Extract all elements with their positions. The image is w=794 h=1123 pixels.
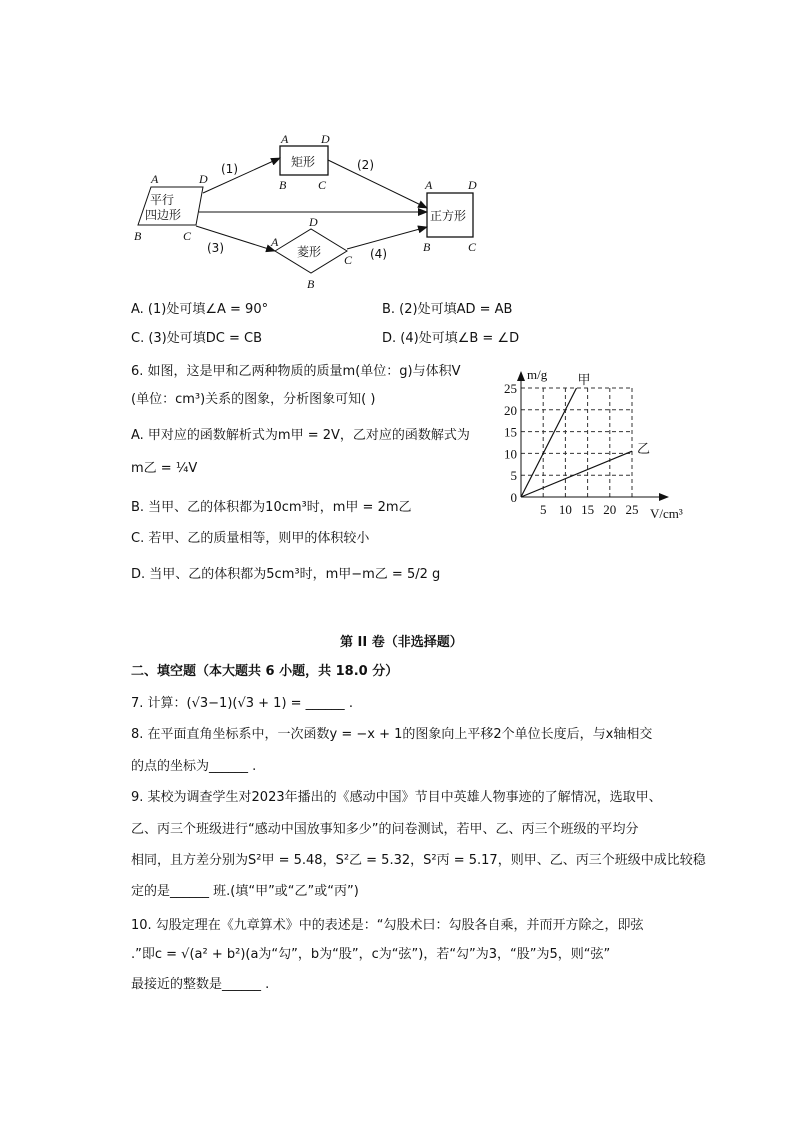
y-tick-label: 0 bbox=[510, 490, 517, 505]
step-1-label: (1) bbox=[221, 162, 238, 176]
q6-option-c: C. 若甲、乙的质量相等，则甲的体积较小 bbox=[131, 531, 370, 546]
series-line-yi bbox=[521, 451, 632, 497]
step-3-label: (3) bbox=[207, 241, 224, 255]
rhombus-label: 菱形 bbox=[297, 245, 322, 259]
step-2-label: (2) bbox=[357, 158, 374, 172]
svg-text:D: D bbox=[468, 178, 477, 192]
rectangle-label: 矩形 bbox=[291, 155, 316, 169]
q8-line-2: 的点的坐标为______ . bbox=[131, 759, 257, 774]
section-heading: 二、填空题（本大题共 6 小题，共 18.0 分） bbox=[131, 664, 399, 679]
parallelogram-label-1: 平行 bbox=[150, 193, 175, 207]
svg-text:B: B bbox=[307, 277, 315, 291]
q9-line-2: 乙、丙三个班级进行“感动中国放事知多少”的问卷测试，若甲、乙、丙三个班级的平均分 bbox=[131, 822, 639, 837]
y-tick-label: 15 bbox=[504, 424, 517, 440]
square-label: 正方形 bbox=[430, 209, 467, 223]
q5-option-b: B. (2)处可填AD = AB bbox=[382, 302, 513, 317]
q9-line-4: 定的是______ 班.(填“甲”或“乙”或“丙”) bbox=[131, 884, 359, 899]
svg-text:B: B bbox=[134, 229, 142, 243]
q6-option-a-2: m乙 = ¼V bbox=[131, 461, 198, 476]
q7: 7. 计算：(√3−1)(√3 + 1) = ______ . bbox=[131, 696, 353, 711]
y-tick-label: 20 bbox=[504, 402, 517, 418]
svg-text:D: D bbox=[199, 172, 208, 186]
q6-stem-1: 6. 如图，这是甲和乙两种物质的质量m(单位：g)与体积V bbox=[131, 364, 461, 379]
series-line-jia bbox=[521, 388, 577, 497]
q8-line-1: 8. 在平面直角坐标系中，一次函数y = −x + 1的图象向上平移2个单位长度后，与x轴相交 bbox=[131, 727, 653, 742]
svg-text:A: A bbox=[151, 172, 159, 186]
svg-text:C: C bbox=[344, 253, 353, 267]
x-tick-label: 5 bbox=[539, 502, 547, 517]
svg-text:D: D bbox=[309, 215, 318, 229]
y-tick-label: 25 bbox=[504, 381, 517, 396]
q9-line-3: 相同，且方差分别为S²甲 = 5.48，S²乙 = 5.32，S²丙 = 5.17，则甲、乙、丙三个班级中成比较稳 bbox=[131, 853, 706, 868]
q9-line-1: 9. 某校为调查学生对2023年播出的《感动中国》节目中英雄人物事迹的了解情况，选取甲、 bbox=[131, 790, 662, 805]
q10-line-1: 10. 勾股定理在《九章算术》中的表述是：“勾股术曰：勾股各自乘，并而开方除之，即弦 bbox=[131, 918, 644, 933]
x-axis-label: V/cm³ bbox=[650, 506, 683, 521]
x-tick-label: 15 bbox=[581, 502, 595, 517]
q5-option-a: A. (1)处可填∠A = 90° bbox=[131, 302, 269, 317]
x-tick-label: 20 bbox=[603, 502, 617, 517]
mass-volume-chart bbox=[0, 0, 794, 540]
q10-line-2: .”即c = √(a² + b²)(a为“勾”，b为“股”，c为“弦”)，若“勾”为3，“股”为5，则“弦” bbox=[131, 947, 611, 962]
series-label: 甲 bbox=[577, 372, 591, 387]
svg-text:C: C bbox=[183, 229, 192, 243]
q6-option-a-1: A. 甲对应的函数解析式为m甲 = 2V，乙对应的函数解式为 bbox=[131, 428, 470, 443]
svg-text:B: B bbox=[279, 178, 287, 192]
y-tick-label: 10 bbox=[504, 446, 517, 462]
svg-text:A: A bbox=[281, 132, 289, 146]
y-tick-label: 5 bbox=[510, 468, 517, 484]
svg-text:A: A bbox=[271, 235, 279, 249]
svg-text:B: B bbox=[423, 240, 431, 254]
q5-option-d: D. (4)处可填∠B = ∠D bbox=[382, 331, 520, 346]
x-tick-label: 10 bbox=[558, 502, 572, 517]
q6-option-d: D. 当甲、乙的体积都为5cm³时，m甲−m乙 = 5/2 g bbox=[131, 567, 441, 582]
y-axis-label: m/g bbox=[527, 367, 548, 382]
q10-line-3: 最接近的整数是______ . bbox=[131, 977, 270, 992]
svg-text:D: D bbox=[321, 132, 330, 146]
section-title: 第 II 卷（非选择题） bbox=[340, 635, 463, 650]
parallelogram-label-2: 四边形 bbox=[145, 208, 182, 222]
svg-text:A: A bbox=[425, 178, 433, 192]
x-tick-label: 25 bbox=[625, 502, 639, 517]
svg-text:C: C bbox=[318, 178, 327, 192]
q6-option-b: B. 当甲、乙的体积都为10cm³时，m甲 = 2m乙 bbox=[131, 500, 412, 515]
svg-text:C: C bbox=[468, 240, 477, 254]
step-4-label: (4) bbox=[370, 247, 387, 261]
q6-stem-2: (单位：cm³)关系的图象，分析图象可知( ) bbox=[131, 392, 376, 407]
series-label: 乙 bbox=[637, 441, 651, 457]
q5-option-c: C. (3)处可填DC = CB bbox=[131, 331, 262, 346]
